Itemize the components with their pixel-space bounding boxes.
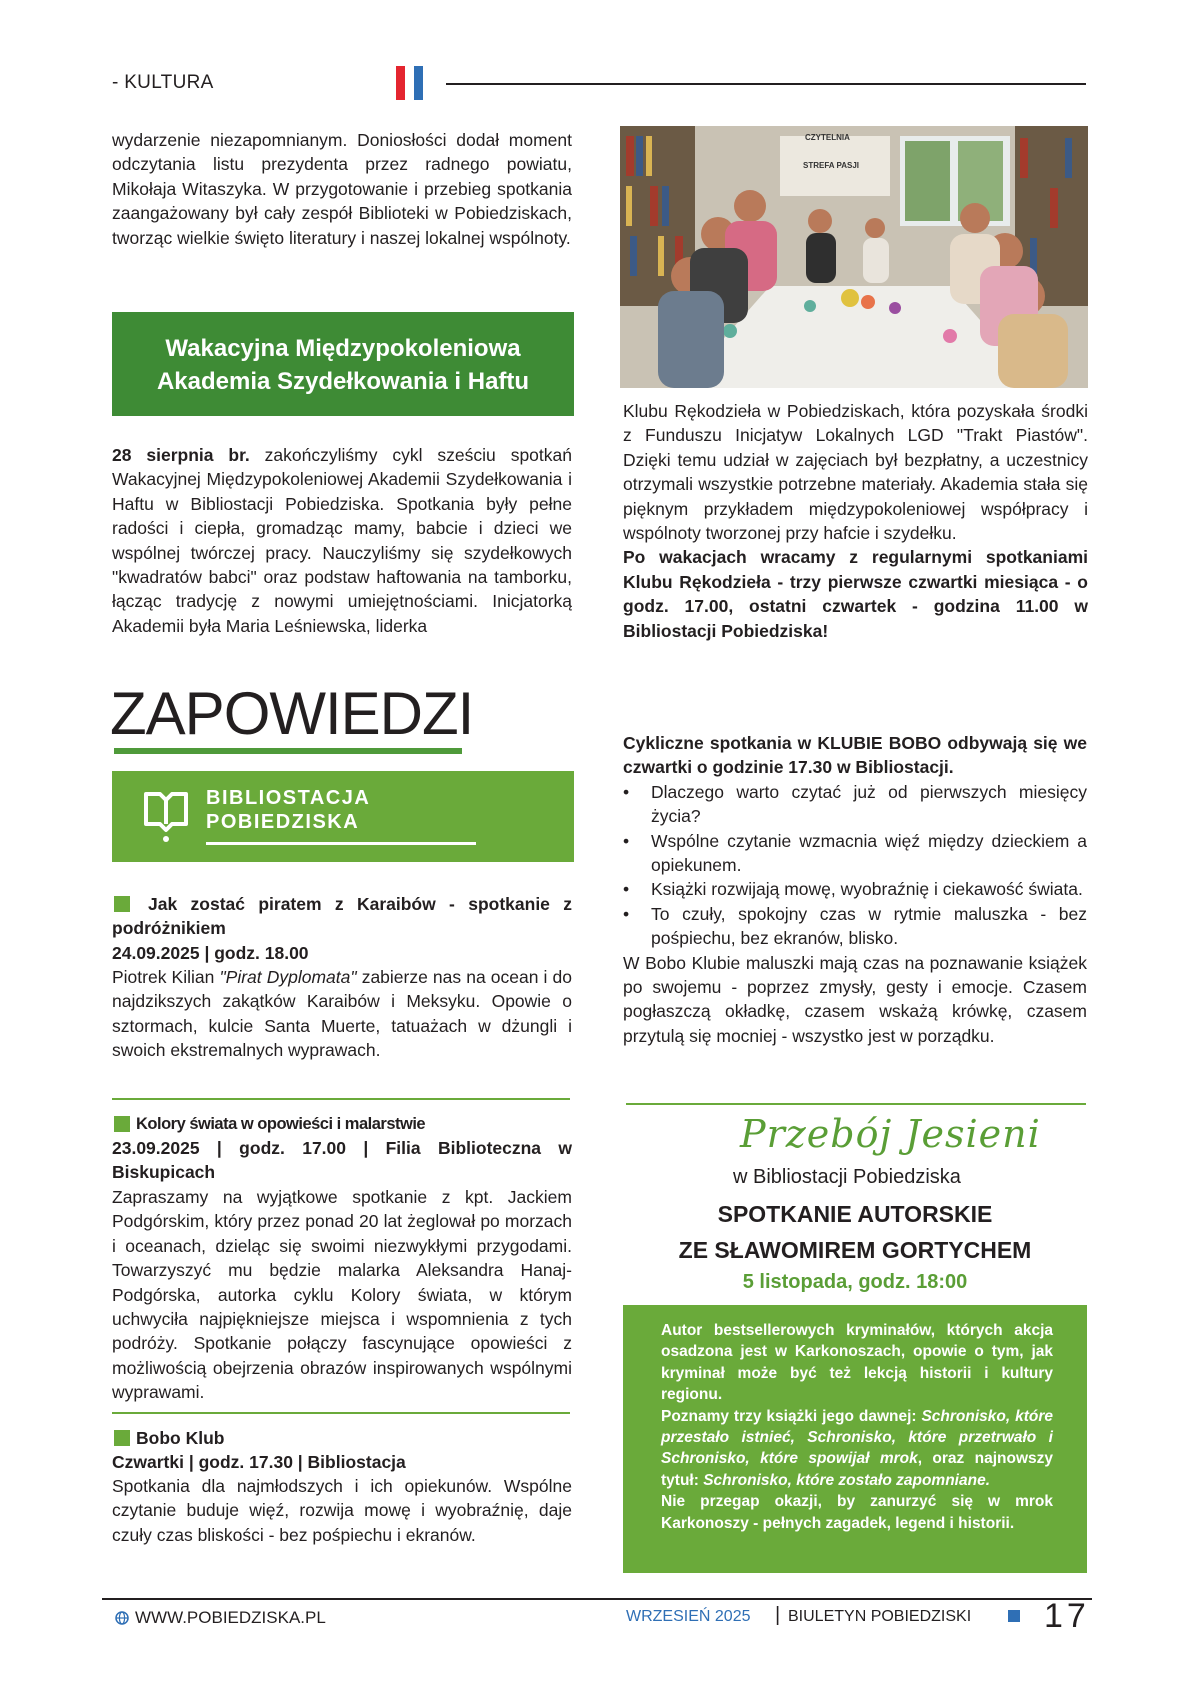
bobo-closing: W Bobo Klubie maluszki mają czas na poznawanie książek po swojemu - poprzez zmysły, gesty i emocje. Czasem pogłaszczą okładkę, czasem wskażą krówkę, czasem przytulą się mocniej - wszystko jest w porządku. <box>623 952 1087 1046</box>
bullet-dot: • <box>623 830 630 851</box>
header-rule <box>446 83 1086 85</box>
open-book-icon <box>140 786 192 844</box>
event-marker-square <box>114 1116 130 1132</box>
article-title <box>112 332 574 398</box>
bobo-section <box>623 731 1087 1048</box>
author-info-p2 <box>661 1406 1053 1492</box>
event-when: 23.09.2025 | godz. 17.00 | Filia Biblioteczna w Biskupicach <box>112 1138 572 1183</box>
article-title-line2: Akademia Szydełkowania i Haftu <box>156 368 530 395</box>
book-titles: Schronisko, które przestało istnieć, Schronisko, które przetrwało i Schronisko, które spowijał mrok <box>661 1407 1053 1468</box>
bullet-dot: • <box>623 903 630 924</box>
globe-icon <box>115 1610 129 1630</box>
bobo-lead: Cykliczne spotkania w KLUBIE BOBO odbywają się we czwartki o godzinie 17.30 w Bibliostacji. <box>623 733 1087 778</box>
footer-separator: | <box>775 1604 781 1626</box>
bobo-bullet <box>623 902 1087 951</box>
bobo-bullet-text: Wspólne czytanie wzmacnia więź między dzieckiem a opiekunem. <box>651 830 1087 876</box>
event-marker-square <box>114 1430 130 1446</box>
author-meeting-line1: SPOTKANIE AUTORSKIE <box>717 1201 993 1227</box>
logo-line2: POBIEDZISKA <box>206 811 360 833</box>
article-body: zakończyliśmy cykl sześciu spotkań Wakacyjnej Międzypokoleniowej Akademii Szydełkowania i Haftu w Bibliostacji Pobiedziska. Spotkania były pełne radości i ciepła, gromadząc mamy, babcie i dzieci we wspólnej twórczej pracy. Nauczyliśmy się szydełkowych "kwadratów babci" oraz podstaw haftowania na tamborku, łącząc tradycję z nowymi umiejętnościami. Inicjatorką Akademii była Maria Leśniewska, liderka <box>112 445 572 636</box>
logo-line1: BIBLIOSTACJA <box>206 787 371 809</box>
author-info-p1: Autor bestsellerowych kryminałów, których akcja osadzona jest w Karkonoszach, opowie o tym, jak kryminał może być też lekcją historii i kultury regionu. <box>661 1322 1053 1404</box>
latest-book-title: Schronisko, które zostało zapomniane. <box>703 1471 990 1489</box>
event-when: Czwartki | godz. 17.30 | Bibliostacja <box>112 1452 406 1472</box>
author-info-p2-pre: Poznamy trzy książki jego dawnej: <box>661 1407 922 1425</box>
article-continued <box>623 399 1088 643</box>
author-info-text <box>661 1320 1053 1534</box>
flag-blue-stripe <box>414 66 423 100</box>
event-desc-post: zabierze nas na ocean i do najdzikszych zakątków Karaibów i Meksyku. Opowie o sztormach, kulcie Santa Muerte, tatuażach w dżungli i swoich ekstremalnych wyprawach. <box>112 967 572 1061</box>
footer-website[interactable] <box>115 1608 326 1630</box>
bobo-bullet <box>623 780 1087 829</box>
event-desc-italic: "Pirat Dyplomata" <box>219 967 357 987</box>
event-description <box>112 965 572 1063</box>
przeboj-script-title: Przebój Jesieni <box>740 1112 1041 1156</box>
section-label: - KULTURA <box>112 72 214 93</box>
flag-red-stripe <box>396 66 405 100</box>
article-title-line1: Wakacyjna Międzypokoleniowa <box>165 335 521 362</box>
bobo-bullet-text: Książki rozwijają mowę, wyobraźnię i ciekawość świata. <box>651 879 1083 900</box>
event-description: Zapraszamy na wyjątkowe spotkanie z kpt. Jackiem Podgórskim, który przez ponad 20 lat żeglował po morzach i oceanach, dzieląc się swoimi niezwykłymi przygodami. Towarzyszyć mu będzie malarka Aleksandra Hanaj-Podgórska, autorka cyklu Kolory świata, w którym uchwyciła najpiękniejsze miejsca i wspomnienia z tych podróży. Spotkanie połączy fascynujące opowieści z możliwością obejrzenia obrazów inspirowanych wspólnymi wyprawami. <box>112 1187 572 1403</box>
article-continued-text: Klubu Rękodzieła w Pobiedziskach, która pozyskała środki z Funduszu Inicjatyw Lokalnych LGD "Trakt Piastów". Dzięki temu udział w zajęciach był bezpłatny, a uczestnicy otrzymali wszystkie potrzebne materiały. Akademia stała się pięknym przykładem międzypokoleniowej współpracy i wspólnoty tworzonej przy hafcie i szydełku. <box>623 401 1088 544</box>
footer-rule <box>102 1598 1092 1600</box>
crochet-workshop-photo <box>620 126 1088 388</box>
footer-website-text: WWW.POBIEDZISKA.PL <box>135 1608 326 1627</box>
event-title: Kolory świata w opowieści i malarstwie <box>136 1115 426 1133</box>
zapowiedzi-heading: ZAPOWIEDZI <box>110 680 474 747</box>
article-paragraph <box>112 443 572 638</box>
event-title: Bobo Klub <box>136 1428 225 1448</box>
przeboj-subtitle: w Bibliostacji Pobiedziska <box>733 1166 961 1188</box>
bullet-dot: • <box>623 781 630 802</box>
event-description: Spotkania dla najmłodszych i ich opiekunów. Wspólne czytanie buduje więź, rozwija mowę i wyobraźnię, daje czuły czas bliskości - bez pośpiechu i ekranów. <box>112 1476 572 1545</box>
author-info-p3: Nie przegap okazji, by zanurzyć się w mrok Karkonoszy - pełnych zagadek, legend i historii. <box>661 1493 1053 1532</box>
author-meeting-line2: ZE SŁAWOMIREM GORTYCHEM <box>678 1237 1032 1263</box>
bobo-bullet-text: To czuły, spokojny czas w rytmie maluszka - bez pośpiechu, bez ekranów, blisko. <box>651 903 1087 949</box>
bobo-bullet-text: Dlaczego warto czytać już od pierwszych miesięcy życia? <box>651 781 1087 827</box>
footer-publication: BIULETYN POBIEDZISKI <box>788 1608 972 1625</box>
zapowiedzi-rule <box>114 748 462 754</box>
author-info-p2-mid: , oraz najnowszy tytuł: <box>661 1450 1053 1489</box>
event-divider <box>112 1412 570 1414</box>
article-closing: Po wakacjach wracamy z regularnymi spotkaniami Klubu Rękodzieła - trzy pierwsze czwartki miesiąca - o godz. 17.00, ostatni czwartek - godzina 11.00 w Bibliostacji Pobiedziska! <box>623 547 1088 641</box>
event-desc-pre: Piotrek Kilian <box>112 967 220 987</box>
bobo-bullet <box>623 877 1087 901</box>
bullet-dot: • <box>623 879 630 900</box>
bobo-bullet <box>623 829 1087 878</box>
event-title: Jak zostać piratem z Karaibów - spotkanie z podróżnikiem <box>112 894 572 939</box>
flag-white-stripe <box>405 66 414 100</box>
photo-sign-2: STREFA PASJI <box>803 161 860 170</box>
bibliostacja-logo-text <box>206 786 370 834</box>
logo-underline <box>206 842 476 845</box>
footer-square-icon <box>1008 1610 1020 1622</box>
page-number: 17 <box>1044 1597 1090 1635</box>
footer-issue-date: WRZESIEŃ 2025 <box>626 1608 751 1625</box>
intro-paragraph: wydarzenie niezapomnianym. Doniosłości dodał moment odczytania listu prezydenta przez radnego powiatu, Mikołaja Witaszyka. W przygotowanie i przebieg spotkania zaangażowany był cały zespół Biblioteki w Pobiedziskach, tworząc wielkie święto literatury i naszej lokalnej wspólnoty. <box>112 130 572 248</box>
article-lead: 28 sierpnia br. <box>112 445 250 465</box>
event-divider <box>112 1098 570 1100</box>
przeboj-rule <box>626 1103 1086 1105</box>
photo-sign-1: CZYTELNIA <box>805 133 850 142</box>
event-when: 24.09.2025 | godz. 18.00 <box>112 943 309 963</box>
author-meeting-date: 5 listopada, godz. 18:00 <box>742 1271 968 1293</box>
